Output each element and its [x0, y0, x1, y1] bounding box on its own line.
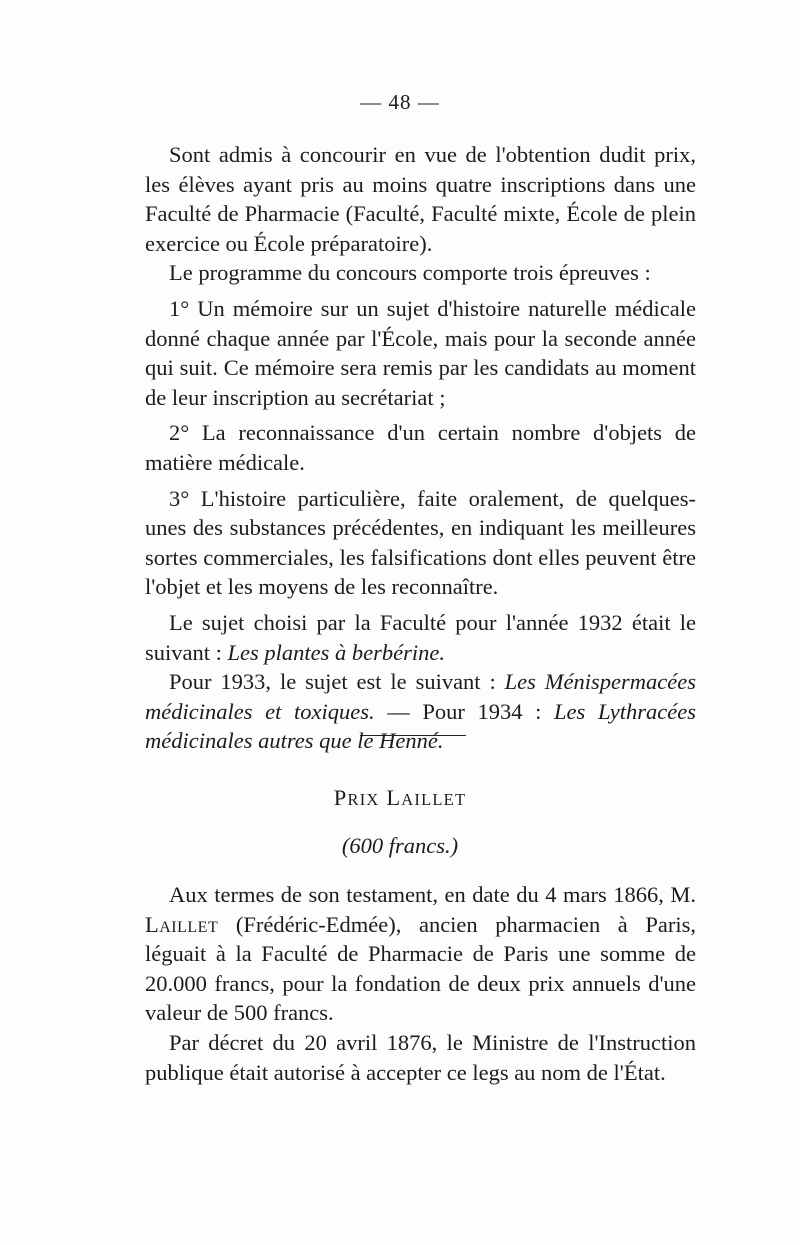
- heading-initial-p: P: [333, 785, 348, 810]
- subject-1932-text: Le sujet choisi par la Faculté pour l'année 1932 était le suivant :: [145, 609, 696, 665]
- testament-text-b: (Frédéric-Edmée), ancien pharmacien à Paris, léguait à la Faculté de Pharmacie de Paris une somme de 20.000 francs, pour la fondation de deux prix annuels d'une valeur de 500 francs.: [145, 911, 696, 1026]
- testament-text-a: Aux termes de son testament, en date du 4 mars 1866, M.: [169, 882, 696, 907]
- paragraph-subject-1933-1934: [145, 667, 696, 756]
- section-2-body: [145, 880, 696, 1087]
- paragraph-eligibility: Sont admis à concourir en vue de l'obtention dudit prix, les élèves ayant pris au moins quatre inscriptions dans une Faculté de Pharmacie (Faculté, Faculté mixte, École de plein exercice ou École préparatoire).: [145, 142, 696, 256]
- paragraph-decree: Par décret du 20 avril 1876, le Ministre de l'Instruction publique était autorisé à accepter ce legs au nom de l'État.: [145, 1029, 696, 1085]
- subject-1932-title: Les plantes à berbérine.: [227, 639, 445, 665]
- section-heading: [0, 785, 800, 811]
- paragraph-program: Le programme du concours comporte trois épreuves :: [169, 260, 651, 286]
- page-number: — 48 —: [360, 90, 440, 114]
- heading-rest-aillet: AILLET: [401, 790, 467, 809]
- paragraph-subject-1932: [145, 608, 696, 667]
- section-1-body: [145, 140, 696, 756]
- section-subheading: (600 francs.): [341, 833, 459, 858]
- paragraph-item-2: 2° La reconnaissance d'un certain nombre d'objets de matière médicale.: [145, 420, 696, 475]
- testament-name: Laillet: [145, 911, 219, 937]
- paragraph-item-1: 1° Un mémoire sur un sujet d'histoire naturelle médicale donné chaque année par l'École, mais pour la seconde année qui suit. Ce mémoire sera remis par les candidats au moment de leur inscription au secrétariat ;: [145, 295, 696, 410]
- subject-1933-title: Les Ménispermacées médicinales et toxiques.: [145, 669, 697, 724]
- paragraph-testament: [145, 880, 696, 1028]
- subject-1934-title: Les Lythracées médicinales autres que le Henné.: [145, 698, 696, 754]
- section-divider: [360, 735, 466, 736]
- heading-rest-rix: RIX: [347, 790, 380, 809]
- heading-initial-l: L: [386, 785, 402, 810]
- subject-1934-text: — Pour 1934 :: [374, 698, 555, 724]
- subject-1933-text: Pour 1933, le sujet est le suivant :: [169, 669, 505, 695]
- paragraph-item-3: 3° L'histoire particulière, faite oralement, de quelques-unes des substances précédentes, en indiquant les meilleures sortes commerciales, les falsifications dont elles peuvent être l'objet et les moyens de les reconnaître.: [145, 485, 696, 600]
